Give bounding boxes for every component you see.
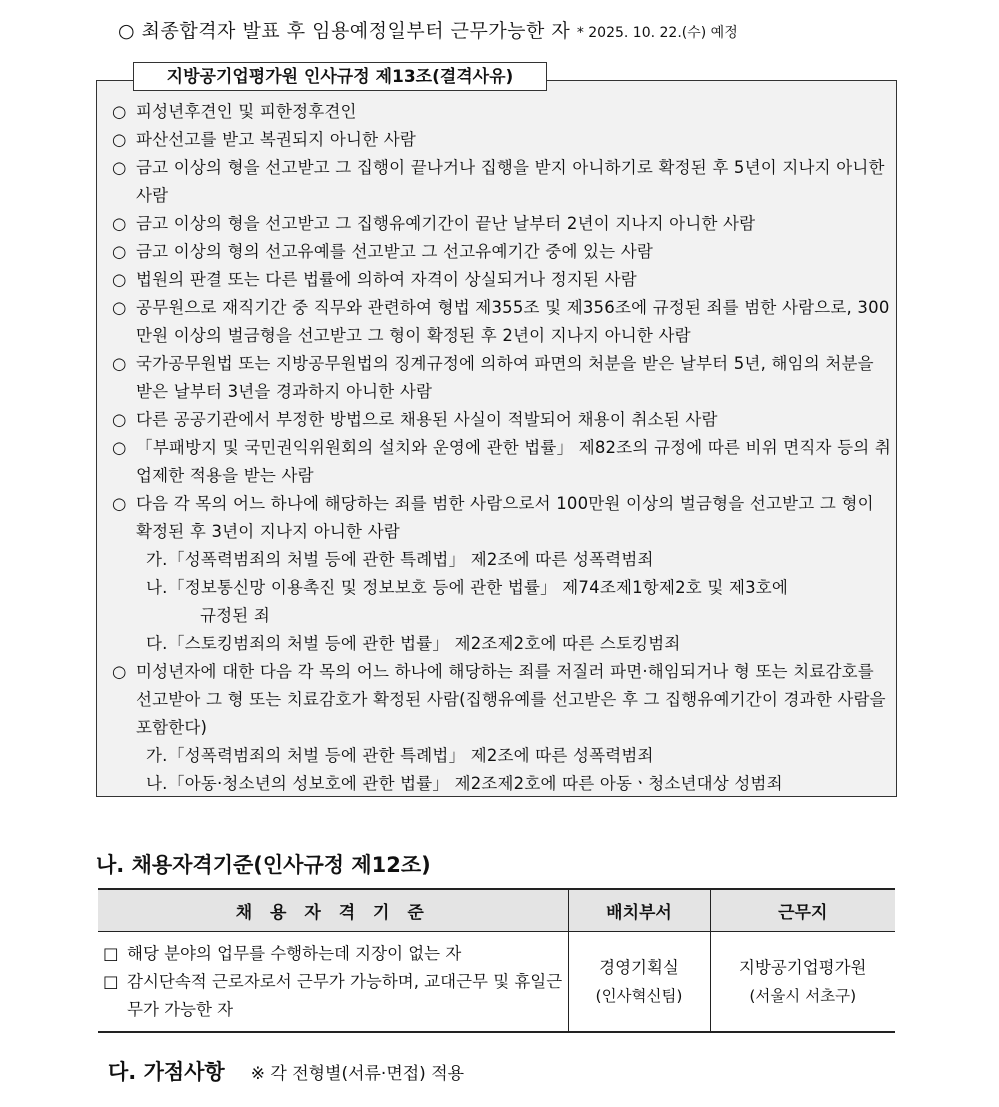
disqualification-item: ○ 금고 이상의 형의 선고유예를 선고받고 그 선고유예기간 중에 있는 사람 (112, 242, 654, 261)
checkbox-square-icon: □ (103, 971, 119, 991)
disqualification-item: ○ 공무원으로 재직기간 중 직무와 관련하여 형법 제355조 및 제356조에 규정된 죄를 범한 사람으로, 300만원 이상의 벌금형을 선고받고 그 형이 확정된 후 2년이 지나지 아니한 사람 (112, 298, 890, 345)
disqualification-item: ○ 피성년후견인 및 피한정후견인 (112, 102, 357, 121)
criteria-item: □ 해당 분야의 업무를 수행하는데 지장이 없는 자 (99, 940, 567, 968)
department-team: (인사혁신팀) (595, 986, 683, 1005)
disqualification-item: ○ 금고 이상의 형을 선고받고 그 집행유예기간이 끝난 날부터 2년이 지나지 아니한 사람 (112, 214, 756, 233)
disqualification-item: ○ 「부패방지 및 국민권익위원회의 설치와 운영에 관한 법률」 제82조의 규정에 따른 비위 면직자 등의 취업제한 적용을 받는 사람 (112, 438, 891, 485)
department-header: 배치부서 (568, 889, 710, 932)
disqualification-item: ○ 미성년자에 대한 다음 각 목의 어느 하나에 해당하는 죄를 저질러 파면·해임되거나 형 또는 치료감호를 선고받아 그 형 또는 치료감호가 확정된 사람(집행유예를 선고받은 후 그 집행유예기간이 경과한 사람을 포함한다) (112, 662, 886, 737)
disqualification-item: ○ 금고 이상의 형을 선고받고 그 집행이 끝나거나 집행을 받지 아니하기로 확정된 후 5년이 지나지 아니한 사람 (112, 158, 885, 205)
criteria-cell (98, 932, 568, 1033)
disqualification-list (112, 98, 892, 798)
disqualification-item: ○ 국가공무원법 또는 지방공무원법의 징계규정에 의하여 파면의 처분을 받은 날부터 5년, 해임의 처분을 받은 날부터 3년을 경과하지 아니한 사람 (112, 354, 874, 401)
disqualification-subitem: 가. 「성폭력범죄의 처벌 등에 관한 특례법」 제2조에 따른 성폭력범죄 (146, 746, 654, 765)
bonus-points-section (108, 1056, 464, 1086)
criteria-header: 채 용 자 격 기 준 (98, 889, 568, 932)
appointment-date-note: * 2025. 10. 22.(수) 예정 (576, 25, 738, 41)
disqualification-item: ○ 법원의 판결 또는 다른 법률에 의하여 자격이 상실되거나 정지된 사람 (112, 270, 637, 289)
workplace-header: 근무지 (710, 889, 895, 932)
circle-bullet: ○ (118, 20, 136, 42)
bonus-points-note: ※ 각 전형별(서류·면접) 적용 (250, 1064, 465, 1084)
disqualification-item: ○ 다른 공공기관에서 부정한 방법으로 채용된 사실이 적발되어 채용이 취소된 사람 (112, 410, 718, 429)
availability-condition (118, 16, 938, 43)
department-cell (568, 932, 710, 1033)
department-name: 경영기획실 (599, 957, 679, 977)
checkbox-square-icon: □ (103, 943, 119, 963)
disqualification-subitem: 나. 「정보통신망 이용촉진 및 정보보호 등에 관한 법률」 제74조제1항제2호 및 제3호에 규정된 죄 (146, 578, 789, 625)
disqualification-item: ○ 파산선고를 받고 복권되지 아니한 사람 (112, 130, 417, 149)
workplace-address: (서울시 서초구) (749, 986, 857, 1005)
disqualification-subitem: 나. 「아동·청소년의 성보호에 관한 법률」 제2조제2호에 따른 아동ㆍ청소년대상 성범죄 (146, 774, 783, 793)
disqualification-subitem: 다. 「스토킹범죄의 처벌 등에 관한 법률」 제2조제2호에 따른 스토킹범죄 (146, 634, 681, 653)
workplace-name: 지방공기업평가원 (738, 957, 867, 977)
disqualification-item: ○ 다음 각 목의 어느 하나에 해당하는 죄를 범한 사람으로서 100만원 이상의 벌금형을 선고받고 그 형이 확정된 후 3년이 지나지 아니한 사람 (112, 494, 874, 541)
qualification-table (98, 888, 895, 1033)
table-header-row (98, 889, 895, 932)
availability-text: 최종합격자 발표 후 임용예정일부터 근무가능한 자 (141, 20, 571, 42)
table-row (98, 932, 895, 1033)
qualification-section-title: 나. 채용자격기준(인사규정 제12조) (96, 853, 431, 877)
workplace-cell (710, 932, 895, 1033)
disqualification-subitem: 가. 「성폭력범죄의 처벌 등에 관한 특례법」 제2조에 따른 성폭력범죄 (146, 550, 654, 569)
bonus-points-title: 다. 가점사항 (108, 1060, 225, 1084)
criteria-item: □ 감시단속적 근로자로서 근무가 가능하며, 교대근무 및 휴일근무가 가능한 자 (99, 968, 567, 1024)
disqualification-box-title: 지방공기업평가원 인사규정 제13조(결격사유) (133, 62, 547, 91)
